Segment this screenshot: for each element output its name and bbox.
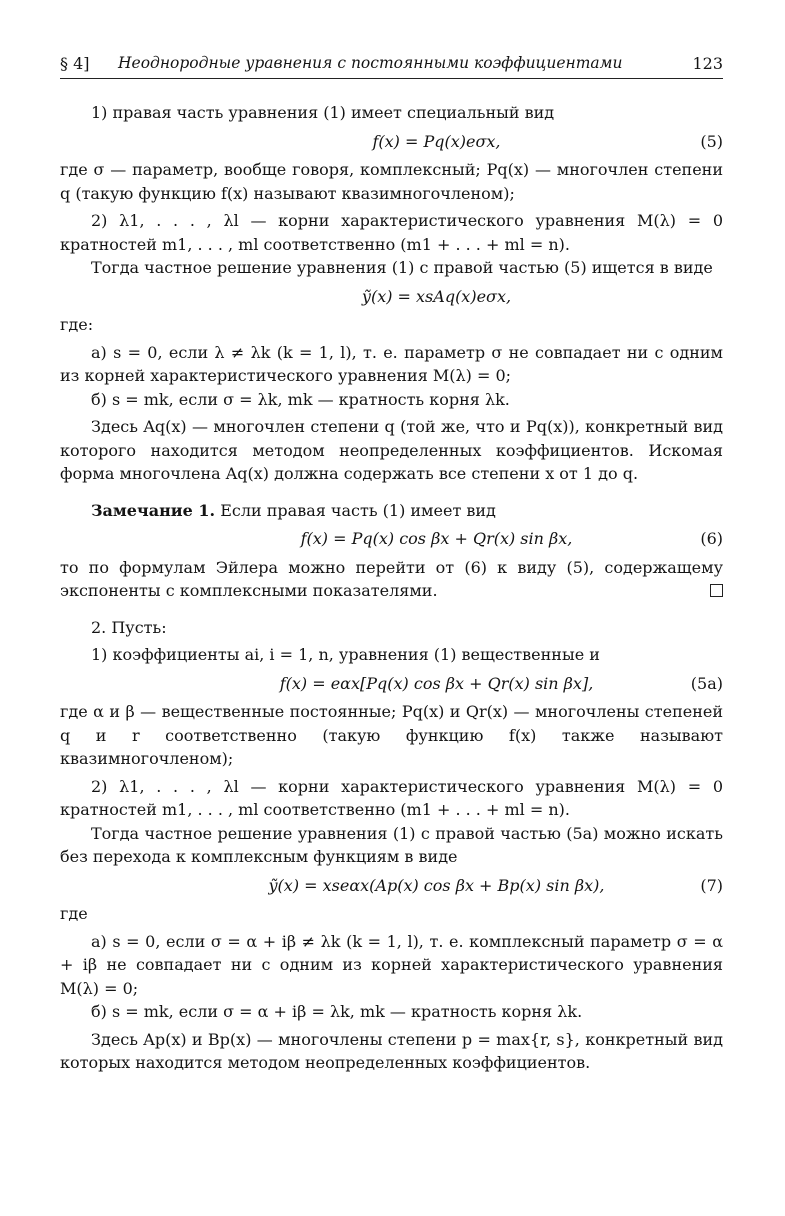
paragraph-p6: а) s = 0, если λ ≠ λk (k = 1, l), т. е. параметр σ не совпадает ни с одним из корней характеристического уравнения M(λ) = 0; <box>60 342 723 385</box>
header-title: Неоднородные уравнения с постоянными коэффициентами <box>118 54 623 72</box>
page-body <box>60 101 723 1075</box>
equation-7 <box>60 874 723 898</box>
equation-5 <box>60 130 723 154</box>
remark-text: Если правая часть (1) имеет вид <box>220 500 496 520</box>
paragraph-p11: 1) коэффициенты ai, i = 1, n, уравнения (1) вещественные и <box>91 645 600 664</box>
paragraph-p1: 1) правая часть уравнения (1) имеет специальный вид <box>91 103 555 122</box>
paragraph-p17: б) s = mk, если σ = α + iβ = λk, mk — кратность корня λk. <box>91 1002 583 1021</box>
paragraph-p18: Здесь Ap(x) и Bp(x) — многочлены степени p = max{r, s}, конкретный вид которых находится методом неопределенных коэффициентов. <box>60 1029 723 1072</box>
equation-5-expr: f(x) = Pq(x)eσx, <box>372 131 501 151</box>
equation-6 <box>60 527 723 551</box>
paragraph-p15: где <box>60 904 88 923</box>
equation-7-expr: ỹ(x) = xseαx(Ap(x) cos βx + Bp(x) sin βx), <box>268 875 605 895</box>
paragraph-p2: где σ — параметр, вообще говоря, комплексный; Pq(x) — многочлен степени q (такую функцию f(x) называют квазимногочленом); <box>60 160 723 203</box>
paragraph-p3: 2) λ1, . . . , λl — корни характеристического уравнения M(λ) = 0 кратностей m1, . . . , ml соответственно (m1 + . . . + ml = n). <box>60 211 723 254</box>
equation-6-tag: (6) <box>700 529 723 548</box>
paragraph-p4: Тогда частное решение уравнения (1) с правой частью (5) ищется в виде <box>91 258 713 277</box>
paragraph-p7: б) s = mk, если σ = λk, mk — кратность корня λk. <box>91 389 510 409</box>
equation-5a-tag: (5а) <box>690 673 723 693</box>
paragraph-p14: Тогда частное решение уравнения (1) с правой частью (5а) можно искать без перехода к комплексным функциям в виде <box>60 823 723 866</box>
running-header <box>60 52 723 79</box>
page-number: 123 <box>692 54 723 73</box>
equation-y1-expr: ỹ(x) = xsAq(x)eσx, <box>361 286 512 306</box>
equation-y1 <box>60 285 723 309</box>
qed-square-icon <box>710 584 723 597</box>
section-number: § 4] <box>60 54 90 73</box>
paragraph-p9-text: то по формулам Эйлера можно перейти от (6) к виду (5), содержащему экспоненты с комплексными показателями. <box>60 557 723 600</box>
equation-5a-expr: f(x) = eαx[Pq(x) cos βx + Qr(x) sin βx], <box>279 673 594 693</box>
paragraph-p5: где: <box>60 315 94 334</box>
paragraph-p16: а) s = 0, если σ = α + iβ ≠ λk (k = 1, l), т. е. комплексный параметр σ = α + iβ не совпадает ни с одним из корней характеристического уравнения M(λ) = 0; <box>60 931 723 998</box>
paragraph-p9 <box>60 556 723 603</box>
equation-7-tag: (7) <box>700 875 723 895</box>
equation-6-expr: f(x) = Pq(x) cos βx + Qr(x) sin βx, <box>300 529 573 548</box>
page <box>60 52 723 1075</box>
remark-label: Замечание 1. <box>91 500 216 520</box>
remark-1 <box>60 499 723 523</box>
equation-5-tag: (5) <box>700 131 723 151</box>
paragraph-p8: Здесь Aq(x) — многочлен степени q (той же, что и Pq(x)), конкретный вид которого находится методом неопределенных коэффициентов. Искомая форма многочлена Aq(x) должна содержать все степени x от 1 до q. <box>60 417 723 483</box>
equation-5a <box>60 672 723 696</box>
paragraph-p13: 2) λ1, . . . , λl — корни характеристического уравнения M(λ) = 0 кратностей m1, . . . , ml соответственно (m1 + . . . + ml = n). <box>60 776 723 819</box>
paragraph-p10: 2. Пусть: <box>91 617 167 637</box>
paragraph-p12: где α и β — вещественные постоянные; Pq(x) и Qr(x) — многочлены степеней q и r соответственно (такую функцию f(x) также называют квазимногочленом); <box>60 702 723 768</box>
